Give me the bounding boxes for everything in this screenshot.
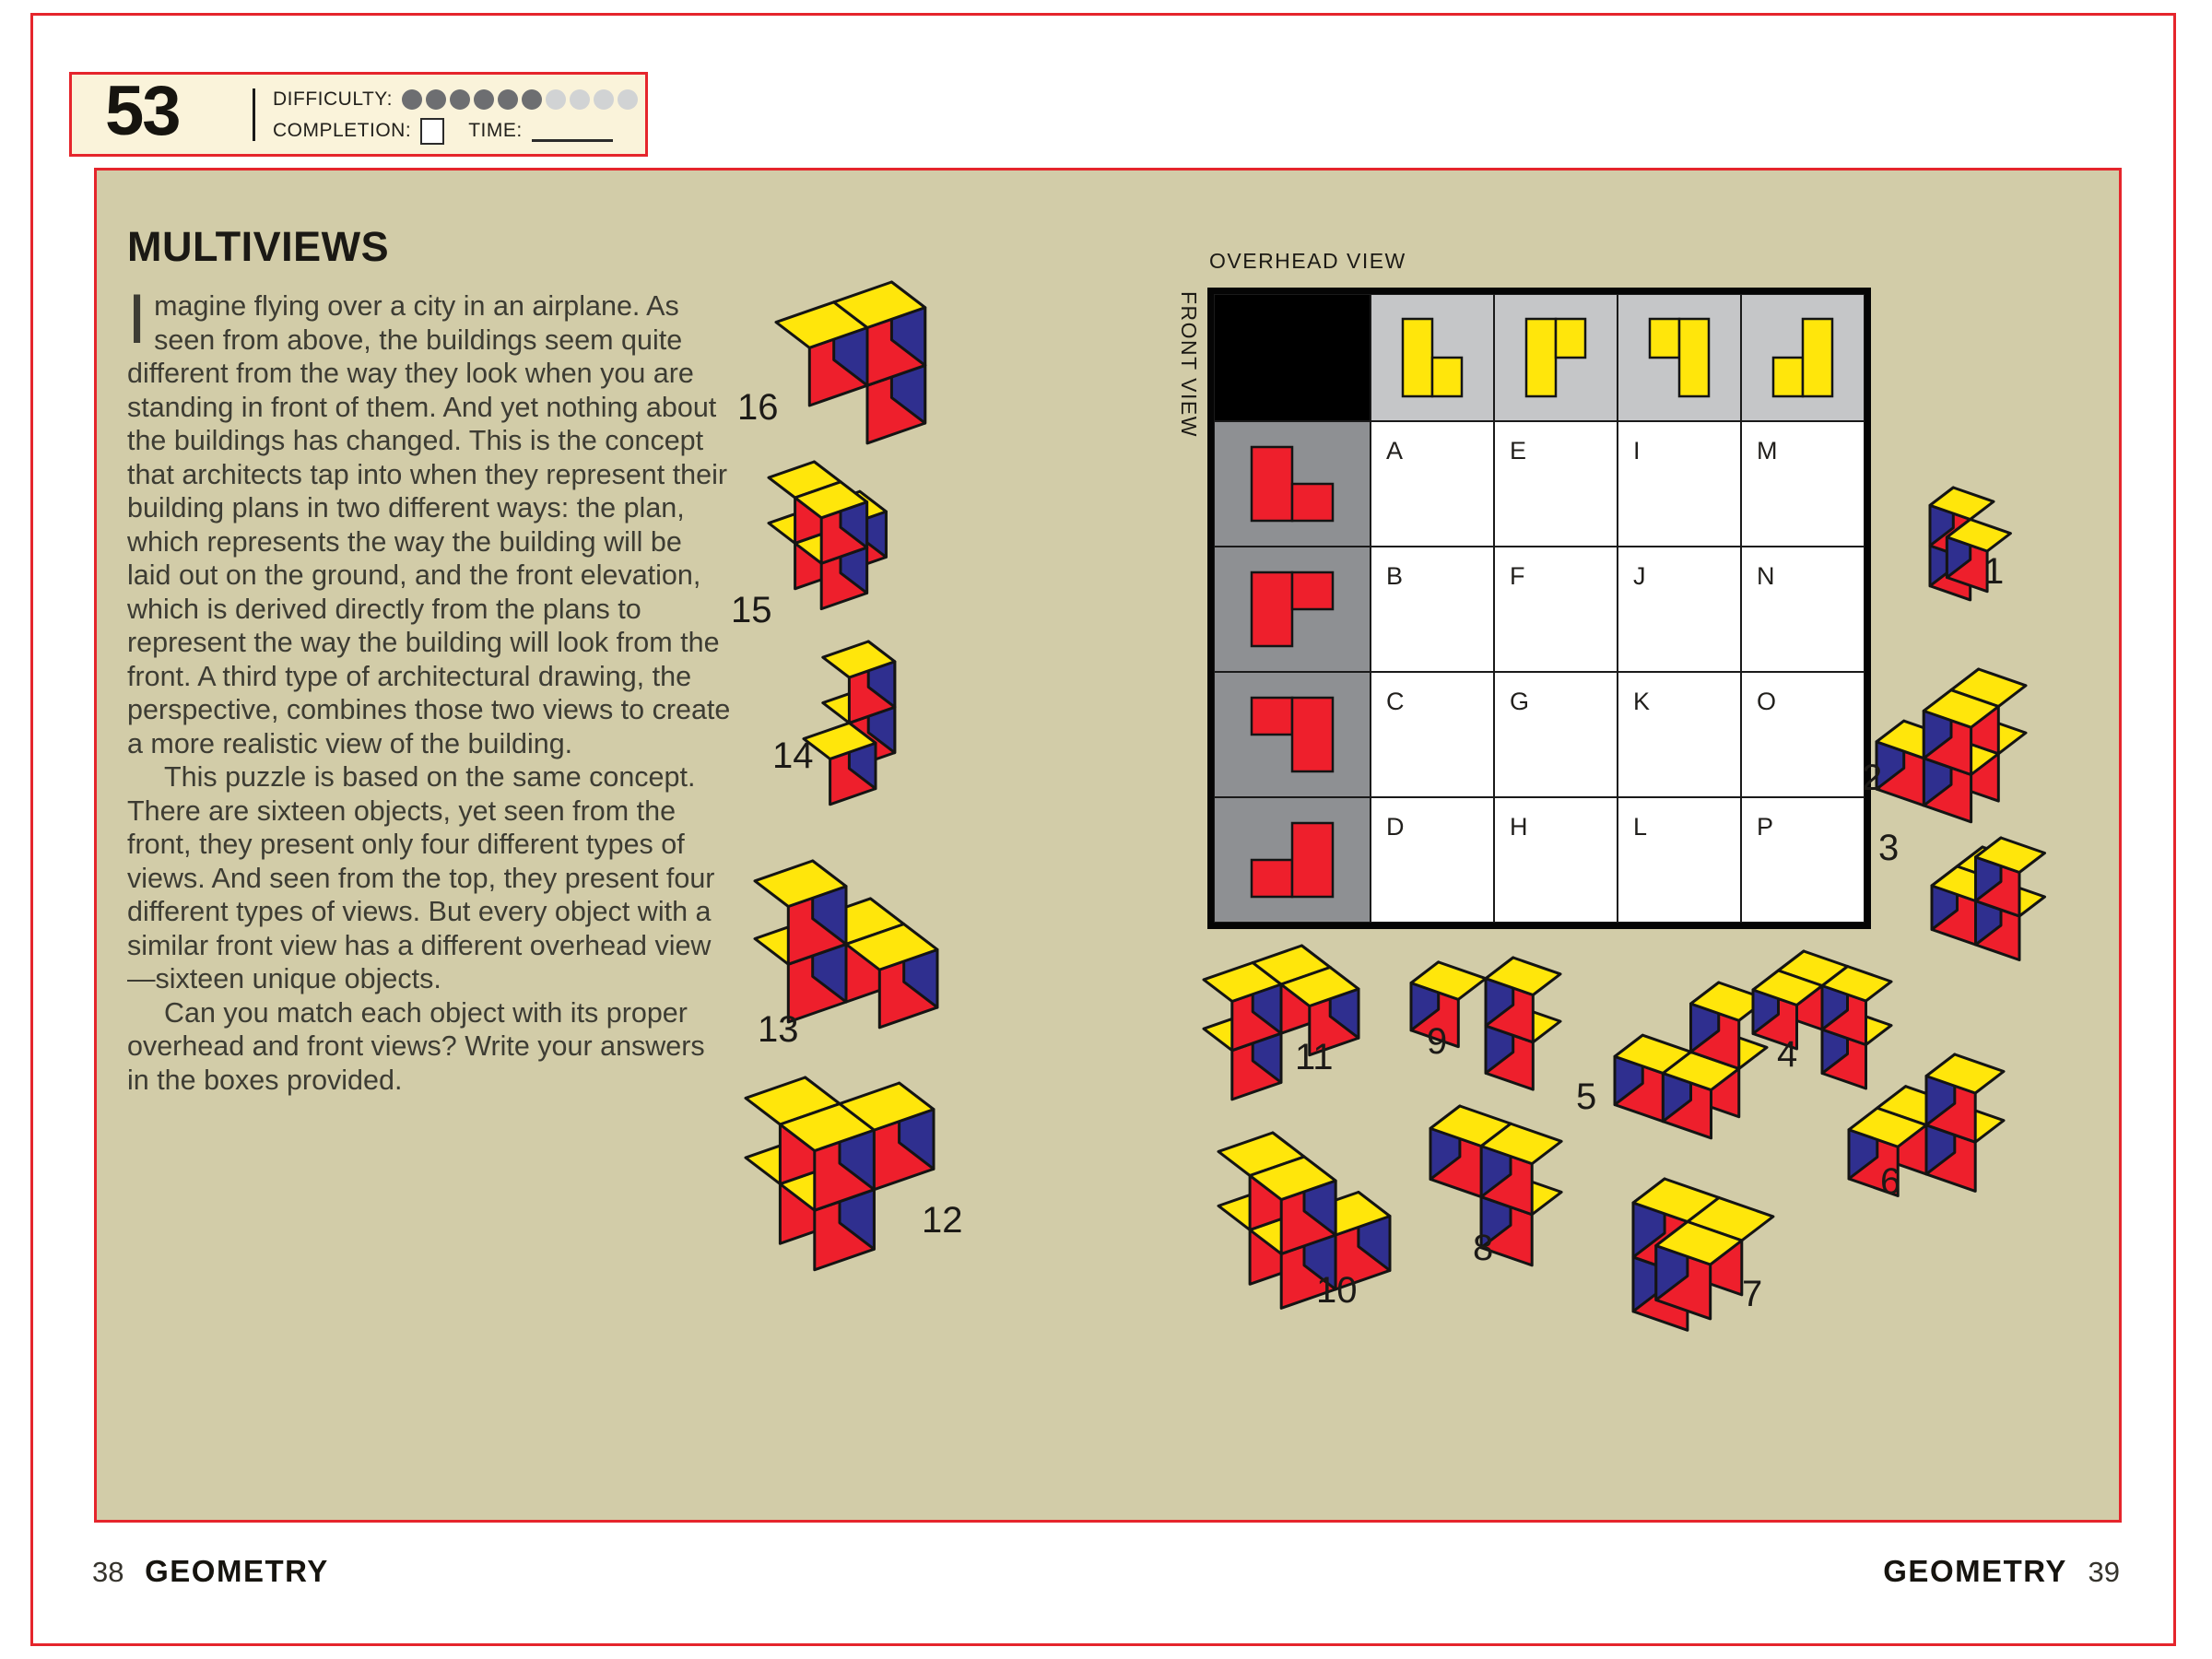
- completion-row: [273, 115, 638, 147]
- object-13-image: [751, 857, 941, 1031]
- puzzle-header-box: [69, 72, 648, 157]
- object-14-label: 14: [772, 735, 814, 776]
- time-blank[interactable]: [532, 121, 613, 142]
- completion-label: COMPLETION:: [273, 120, 412, 141]
- footer-right: [1687, 1554, 2120, 1589]
- object-13-label: 13: [758, 1009, 799, 1050]
- intro-paragraph: Imagine flying over a city in an airplane. As seen from above, the buildings seem quite different from the way they look when you are standing in front of them. And yet nothing about the buildings has changed. This is the concept that architects tap into when they represent their building plans in two different ways: the plan, which represents the way the building will be laid out on the ground, and the front elevation, which is derived directly from the plans to represent the way the building will look from the front. A third type of architectural drawing, the perspective, combines those two views to create a more realistic view of the building.: [127, 280, 731, 759]
- page-number-right: 39: [2088, 1556, 2120, 1588]
- object-3-image: [1928, 834, 2049, 964]
- difficulty-dot: [498, 89, 518, 110]
- object-1-label: 1: [1983, 551, 2005, 592]
- answer-cell-letter: E: [1510, 437, 1527, 465]
- answer-cell-letter: G: [1510, 688, 1530, 715]
- object-6-image: [1845, 1051, 2007, 1200]
- object-14-image: [800, 638, 899, 808]
- answer-cell-F[interactable]: [1494, 547, 1618, 672]
- object-8-image: [1427, 1102, 1566, 1269]
- difficulty-dot: [546, 89, 566, 110]
- answer-cell-letter: F: [1510, 562, 1525, 590]
- difficulty-dots: [402, 89, 638, 110]
- answer-cell-P[interactable]: [1741, 797, 1865, 923]
- footer-left: [92, 1554, 342, 1589]
- answer-cell-letter: I: [1633, 437, 1641, 465]
- answer-cell-L[interactable]: [1618, 797, 1741, 923]
- object-8-label: 8: [1473, 1228, 1494, 1268]
- answer-cell-letter: B: [1386, 562, 1404, 590]
- answer-cell-A[interactable]: [1371, 421, 1494, 547]
- object-12-label: 12: [922, 1200, 963, 1241]
- time-label: TIME:: [468, 120, 523, 141]
- object-4-label: 4: [1777, 1034, 1798, 1075]
- front-shape-icon: [1249, 820, 1335, 900]
- object-16-label: 16: [737, 387, 779, 428]
- object-7-label: 7: [1742, 1274, 1763, 1314]
- answer-cell-letter: K: [1633, 688, 1651, 715]
- answer-cell-H[interactable]: [1494, 797, 1618, 923]
- answer-cell-O[interactable]: [1741, 672, 1865, 797]
- answer-cell-D[interactable]: [1371, 797, 1494, 923]
- header-divider: [253, 88, 255, 141]
- front-shape-4: [1214, 797, 1371, 923]
- object-15-image: [765, 458, 890, 613]
- object-16-image: [772, 278, 929, 447]
- answer-cell-letter: J: [1633, 562, 1646, 590]
- overhead-shape-4: [1741, 294, 1865, 421]
- front-shape-2: [1214, 547, 1371, 672]
- article: [127, 223, 732, 1097]
- object-12-image: [742, 1074, 937, 1274]
- answer-cell-letter: O: [1757, 688, 1777, 715]
- views-matrix: [1207, 288, 1871, 929]
- front-shape-icon: [1249, 444, 1335, 524]
- front-shape-3: [1214, 672, 1371, 797]
- answer-cell-letter: A: [1386, 437, 1404, 465]
- answer-cell-C[interactable]: [1371, 672, 1494, 797]
- section-name-left: GEOMETRY: [145, 1554, 329, 1588]
- answer-cell-K[interactable]: [1618, 672, 1741, 797]
- overhead-shape-icon: [1524, 316, 1588, 399]
- difficulty-dot: [426, 89, 446, 110]
- front-view-label: FRONT VIEW: [1177, 291, 1201, 438]
- answer-cell-letter: H: [1510, 813, 1528, 841]
- answer-cell-M[interactable]: [1741, 421, 1865, 547]
- object-10-label: 10: [1316, 1270, 1358, 1311]
- answer-cell-J[interactable]: [1618, 547, 1741, 672]
- concept-paragraph: This puzzle is based on the same concept. There are sixteen objects, yet seen from the front, they present only four different types of views. And seen from the top, they present four different types of views. But every object with a similar front view has a different overhead view—sixteen unique objects.: [127, 761, 715, 994]
- difficulty-dot: [522, 89, 542, 110]
- instructions-paragraph: Can you match each object with its proper overhead and front views? Write your answers in the boxes provided.: [127, 996, 705, 1096]
- difficulty-dot: [402, 89, 422, 110]
- front-shape-icon: [1249, 570, 1335, 649]
- answer-cell-letter: M: [1757, 437, 1778, 465]
- overhead-shape-icon: [1771, 316, 1835, 399]
- object-10-image: [1215, 1129, 1394, 1312]
- object-2-image: [1873, 665, 2030, 826]
- answer-cell-B[interactable]: [1371, 547, 1494, 672]
- section-name-right: GEOMETRY: [1883, 1554, 2067, 1588]
- overhead-shape-3: [1618, 294, 1741, 421]
- answer-cell-letter: L: [1633, 813, 1648, 841]
- difficulty-dot: [474, 89, 494, 110]
- page-number-left: 38: [92, 1556, 124, 1588]
- object-15-label: 15: [731, 590, 772, 630]
- object-5-label: 5: [1576, 1077, 1597, 1117]
- answer-cell-letter: P: [1757, 813, 1774, 841]
- answer-cell-letter: N: [1757, 562, 1775, 590]
- difficulty-dot: [594, 89, 614, 110]
- puzzle-number: 53: [105, 72, 180, 150]
- difficulty-row: [273, 84, 638, 115]
- overhead-shape-1: [1371, 294, 1494, 421]
- answer-cell-G[interactable]: [1494, 672, 1618, 797]
- object-11-image: [1200, 942, 1362, 1103]
- difficulty-label: DIFFICULTY:: [273, 88, 393, 110]
- completion-checkbox[interactable]: [420, 118, 444, 145]
- object-9-label: 9: [1427, 1021, 1448, 1062]
- object-3-label: 3: [1878, 828, 1900, 868]
- answer-cell-N[interactable]: [1741, 547, 1865, 672]
- difficulty-dot: [570, 89, 590, 110]
- answer-cell-letter: C: [1386, 688, 1405, 715]
- matrix-corner-cell: [1214, 294, 1371, 421]
- page-title: MULTIVIEWS: [127, 223, 390, 270]
- answer-cell-letter: D: [1386, 813, 1405, 841]
- difficulty-dot: [450, 89, 470, 110]
- overhead-shape-2: [1494, 294, 1618, 421]
- object-6-label: 6: [1880, 1161, 1901, 1202]
- overhead-shape-icon: [1647, 316, 1712, 399]
- difficulty-dot: [618, 89, 638, 110]
- front-shape-icon: [1249, 695, 1335, 774]
- object-5-image: [1611, 979, 1771, 1142]
- header-rows: [273, 84, 638, 147]
- answer-cell-E[interactable]: [1494, 421, 1618, 547]
- answer-cell-I[interactable]: [1618, 421, 1741, 547]
- overhead-view-label: OVERHEAD VIEW: [1209, 249, 1406, 273]
- object-2-label: 2: [1862, 758, 1883, 798]
- front-shape-1: [1214, 421, 1371, 547]
- overhead-shape-icon: [1400, 316, 1465, 399]
- object-11-label: 11: [1295, 1037, 1334, 1077]
